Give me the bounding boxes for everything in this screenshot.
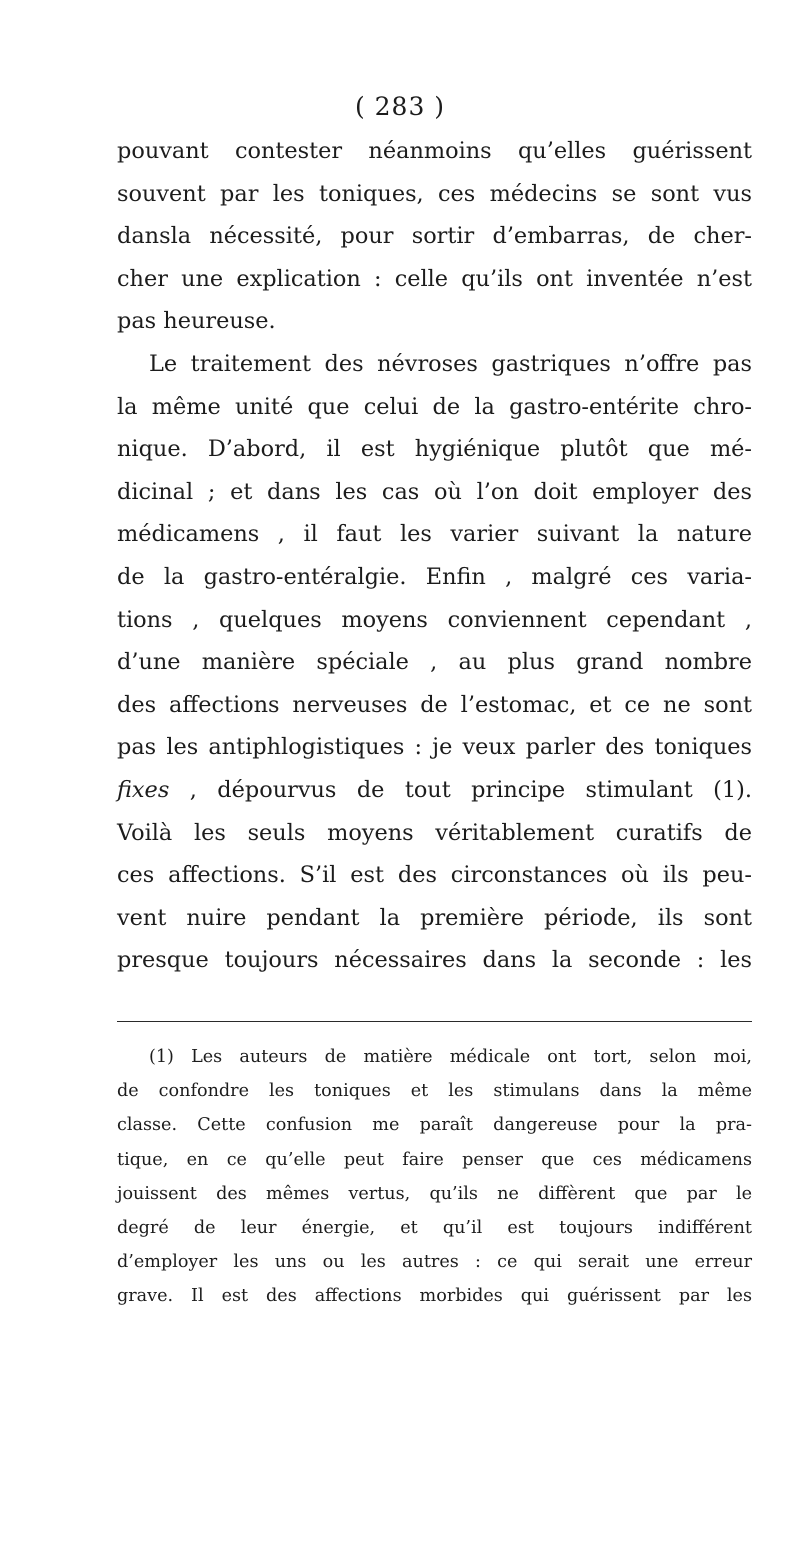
text-line: ces affections. S’il est des circonstances où ils peu-: [117, 862, 752, 889]
main-text: [117, 130, 752, 982]
text-line: la même unité que celui de la gastro-entérite chro-: [117, 393, 752, 420]
footnote-line: degré de leur énergie, et qu’il est toujours indifférent: [117, 1217, 752, 1238]
text-line: vent nuire pendant la première période, ils sont: [117, 904, 752, 931]
footnote-line: tique, en ce qu’elle peut faire penser que ces médicamens: [117, 1149, 752, 1170]
text-line: pas les antiphlogistiques : je veux parler des toniques: [117, 734, 752, 761]
text-line: dansla nécessité, pour sortir d’embarras, de cher-: [117, 223, 752, 250]
footnote-line: grave. Il est des affections morbides qui guérissent par les: [117, 1286, 752, 1307]
text-line-paragraph-start: Le traitement des névroses gastriques n’offre pas: [149, 350, 752, 377]
footnote-line: classe. Cette confusion me paraît dangereuse pour la pra-: [117, 1115, 752, 1136]
text-line: d’une manière spéciale , au plus grand nombre: [117, 649, 752, 676]
footnote-line: d’employer les uns ou les autres : ce qui serait une erreur: [117, 1252, 752, 1273]
footnote-line: (1) Les auteurs de matière médicale ont tort, selon moi,: [149, 1047, 752, 1067]
footnote-separator-rule: [117, 1021, 752, 1022]
footnote: [117, 1040, 752, 1314]
text-line: presque toujours nécessaires dans la seconde : les: [117, 947, 752, 974]
text-line: de la gastro-entéralgie. Enfin , malgré ces varia-: [117, 563, 752, 590]
page-number: ( 283 ): [354, 92, 446, 121]
text-line: Voilà les seuls moyens véritablement curatifs de: [117, 819, 752, 846]
text-line: des affections nerveuses de l’estomac, et ce ne sont: [117, 691, 752, 718]
text-line: souvent par les toniques, ces médecins se sont vus: [117, 180, 752, 207]
text-line-rest: , dépourvus de tout principe stimulant (1).: [169, 776, 752, 803]
text-line: médicamens , il faut les varier suivant la nature: [117, 521, 752, 548]
text-line: pas heureuse.: [117, 308, 276, 335]
footnote-line: jouissent des mêmes vertus, qu’ils ne diffèrent que par le: [117, 1183, 752, 1204]
text-line: dicinal ; et dans les cas où l’on doit employer des: [117, 478, 752, 505]
text-line: cher une explication : celle qu’ils ont inventée n’est: [117, 265, 752, 292]
text-line: nique. D’abord, il est hygiénique plutôt que mé-: [117, 436, 752, 463]
text-line: pouvant contester néanmoins qu’elles guérissent: [117, 138, 752, 164]
italic-word: fixes: [117, 776, 170, 803]
footnote-line: de confondre les toniques et les stimulans dans la même: [117, 1081, 752, 1102]
text-line: tions , quelques moyens conviennent cependant ,: [117, 606, 752, 633]
text-line-with-italic: [117, 769, 752, 812]
